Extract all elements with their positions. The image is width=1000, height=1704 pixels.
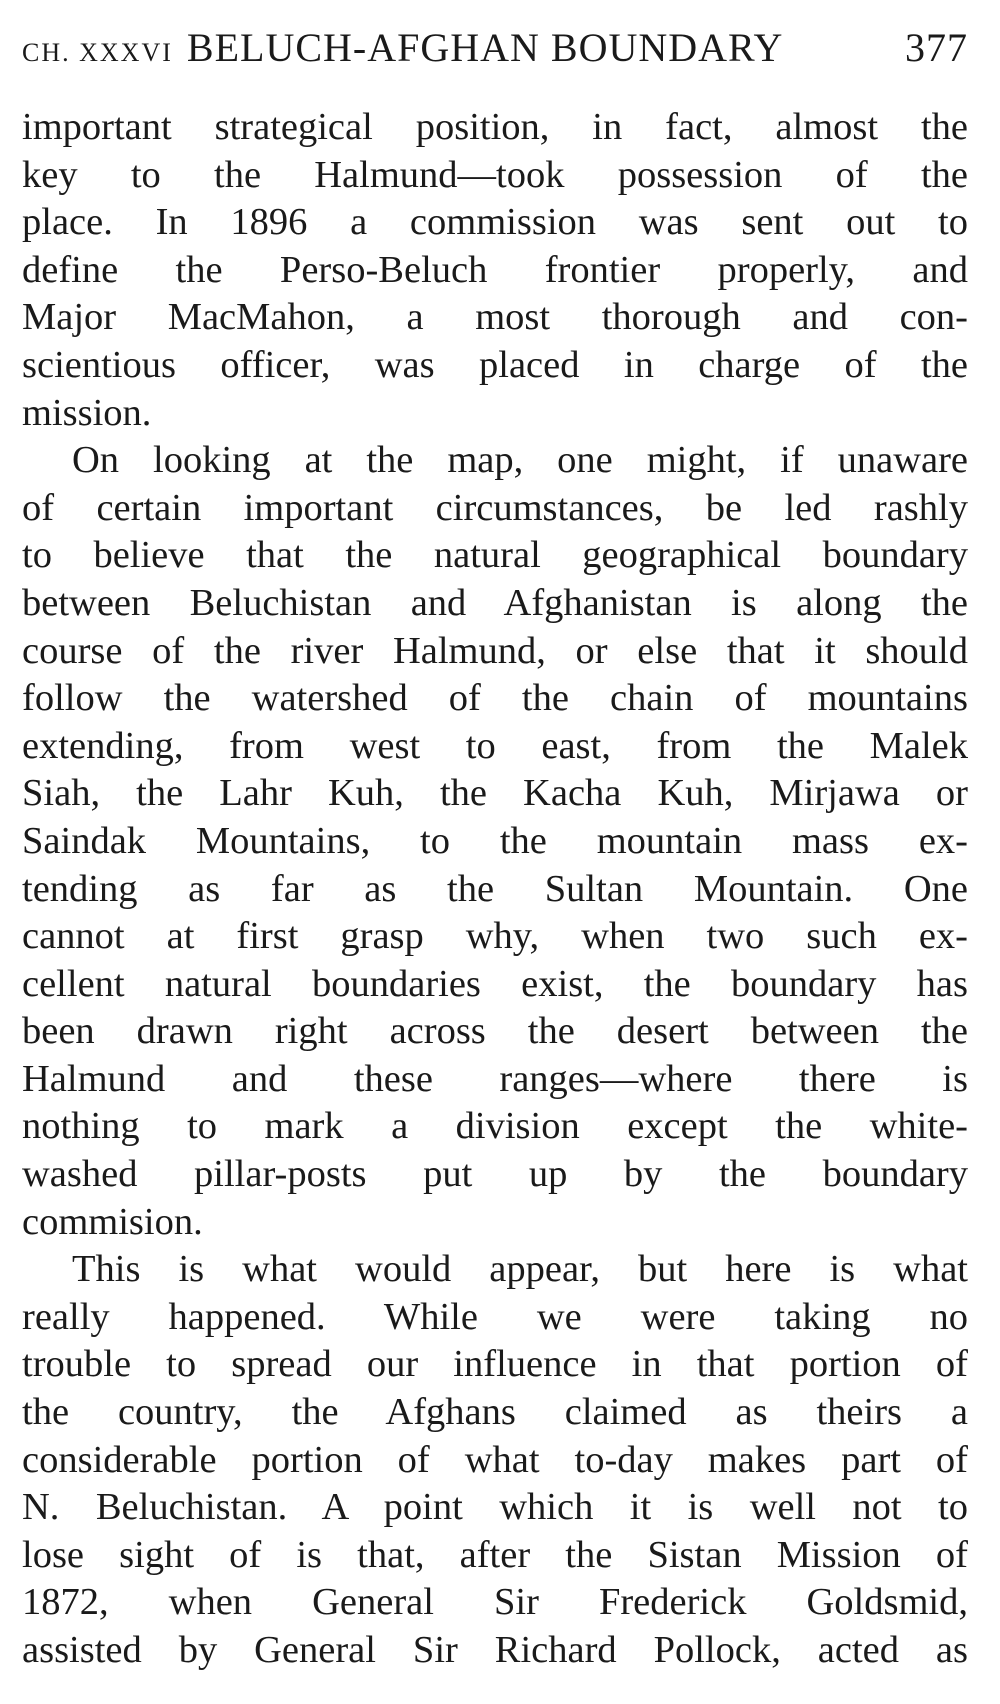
text-line: been drawn right across the desert between the (22, 1010, 968, 1053)
text-line: the country, the Afghans claimed as theirs a (22, 1391, 968, 1434)
text-line: define the Perso-Beluch frontier properly, and (22, 248, 968, 291)
text-line: place. In 1896 a commission was sent out to (22, 201, 968, 244)
text-line: scientious officer, was placed in charge of the (22, 343, 968, 386)
text-line: Major MacMahon, a most thorough and con- (22, 296, 968, 339)
text-line: This is what would appear, but here is what (72, 1248, 968, 1291)
text-line: nothing to mark a division except the white- (22, 1105, 968, 1148)
text-line: mission. (22, 391, 152, 434)
text-line: important strategical position, in fact, almost the (22, 106, 968, 148)
text-line: cannot at first grasp why, when two such ex- (22, 915, 968, 958)
text-line: commision. (22, 1200, 203, 1243)
text-line: 1872, when General Sir Frederick Goldsmid, (22, 1581, 968, 1624)
text-line: lose sight of is that, after the Sistan Mission of (22, 1533, 968, 1576)
text-line: trouble to spread our influence in that portion of (22, 1343, 968, 1386)
text-line: between Beluchistan and Afghanistan is along the (22, 581, 968, 624)
text-line: tending as far as the Sultan Mountain. One (22, 867, 968, 910)
text-line: extending, from west to east, from the Malek (22, 724, 968, 767)
text-line: assisted by General Sir Richard Pollock, acted as (22, 1629, 968, 1671)
text-line: key to the Halmund—took possession of the (22, 153, 968, 196)
running-title: BELUCH-AFGHAN BOUNDARY (186, 25, 784, 70)
text-line: cellent natural boundaries exist, the boundary has (22, 962, 968, 1005)
running-head (22, 24, 968, 94)
text-line: N. Beluchistan. A point which it is well not to (22, 1486, 968, 1529)
text-line: considerable portion of what to-day makes part of (22, 1438, 968, 1481)
text-line: course of the river Halmund, or else that it should (22, 629, 968, 672)
page-number: 377 (905, 25, 968, 70)
body-text (22, 104, 968, 1675)
text-line: Siah, the Lahr Kuh, the Kacha Kuh, Mirjawa or (22, 772, 968, 815)
chapter-label: CH. XXXVI (22, 38, 173, 67)
text-line: of certain important circumstances, be led rashly (22, 486, 968, 529)
text-line: Saindak Mountains, to the mountain mass ex- (22, 819, 968, 862)
text-line: follow the watershed of the chain of mountains (22, 677, 968, 720)
book-page (22, 24, 968, 1675)
text-line: to believe that the natural geographical boundary (22, 534, 968, 577)
text-line: really happened. While we were taking no (22, 1295, 968, 1338)
text-line: washed pillar-posts put up by the boundary (22, 1153, 968, 1196)
text-line: Halmund and these ranges—where there is (22, 1057, 968, 1100)
text-line: On looking at the map, one might, if unaware (72, 439, 968, 482)
